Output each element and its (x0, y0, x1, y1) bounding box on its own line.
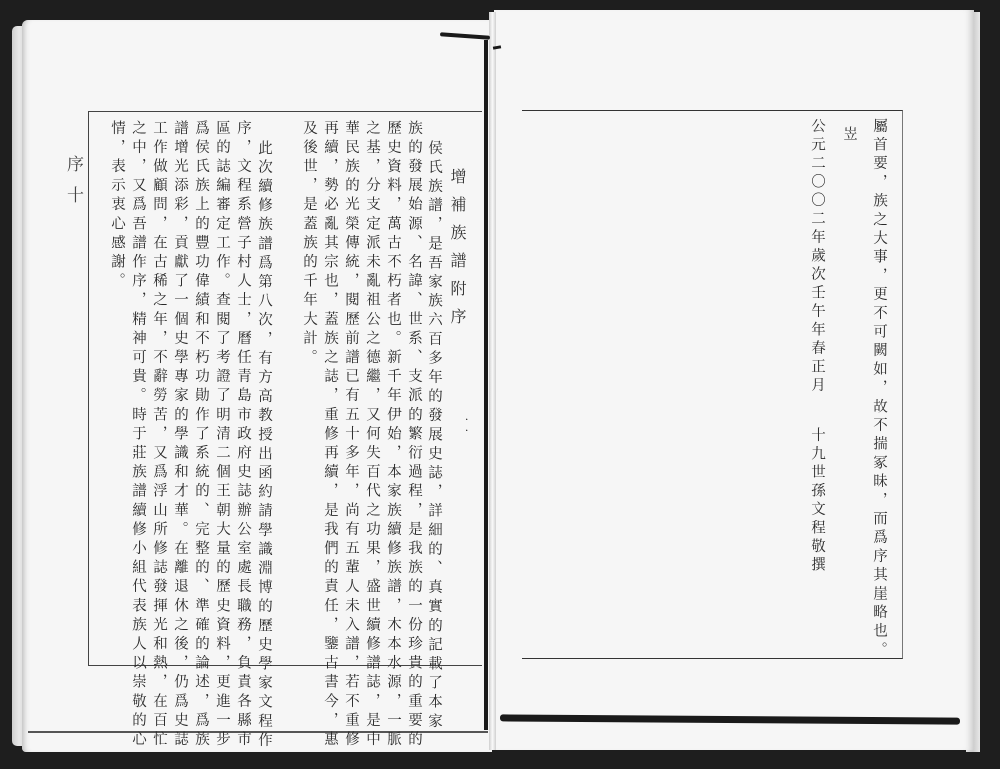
author-signature: 十九世孫文程敬撰 (809, 427, 825, 575)
text-column: 此次續修族譜爲第八次，有方高教授出函約請學識淵博的歷史學家文程作 (256, 140, 272, 752)
text-column: 歷史資料，萬古不朽者也。新千年伊始，本家族續修族譜，木本水源，一脈 (385, 120, 401, 751)
date-line: 公元二〇〇二年歲次壬午年春正月 (809, 118, 825, 396)
text-column: 之基，分支定派未亂祖公之德繼，又何失百代之功果，盛世續修譜誌，是中 (364, 120, 380, 751)
text-column: 譜增光添彩，貢獻了一個史學專家的學識和才華。在離退休之後，仍爲史誌 (172, 120, 188, 751)
text-column: 再續，勢必亂其宗也，蓋族之誌，重修再續，是我們的責任，鑒古書今，惠 (322, 120, 338, 751)
text-column: 屬首要，族之大事，更不可闕如，故不揣冢昧，而爲序其崖略也。 (871, 118, 887, 661)
text-column: 之中，又爲吾譜作序，精神可貴。時于莊族譜續修小組代表族人以崇敬的心 (130, 120, 146, 751)
text-column: 侯氏族譜，是吾家族六百多年的發展史誌，詳細的、真實的記載了本家 (426, 140, 442, 733)
title-dots: ．． (456, 418, 467, 445)
text-column: 華民族的光榮傳統，閱歷前譜已有五十多年，尚有五輩人未入譜，若不重修 (343, 120, 359, 751)
right-text-frame (522, 110, 903, 659)
text-column: 情，表示衷心感謝。 (109, 120, 125, 292)
spine-line (484, 40, 488, 730)
text-column: 爲侯氏族上的豐功偉績和不朽功勛作了系統的、完整的、準確的論述，爲族 (193, 120, 209, 751)
book-gutter (489, 12, 496, 750)
text-column: 岦 (841, 126, 857, 146)
text-column: 族的發展始源、名諱、世系、支派的繁衍過程，是我族的一份珍貴的重要的 (406, 120, 422, 751)
text-column: 及後世，是蓋族的千年大計。 (301, 120, 317, 369)
page-number-label: 序十 (63, 155, 83, 217)
text-column: 區的誌編審定工作。查閱了考證了明清二個王朝大量的歷史資料，更進一步 (214, 120, 230, 751)
text-column: 序，文程系營子村人士，曆任青島市政府史誌辦公室處長職務，負責各縣市 (235, 120, 251, 751)
text-column: 工作做顧問，在古稀之年，不辭勞苦，又爲浮山所修誌發揮光和熱，在百忙 (151, 120, 167, 751)
page-title: 增補族譜附序 (448, 168, 467, 336)
